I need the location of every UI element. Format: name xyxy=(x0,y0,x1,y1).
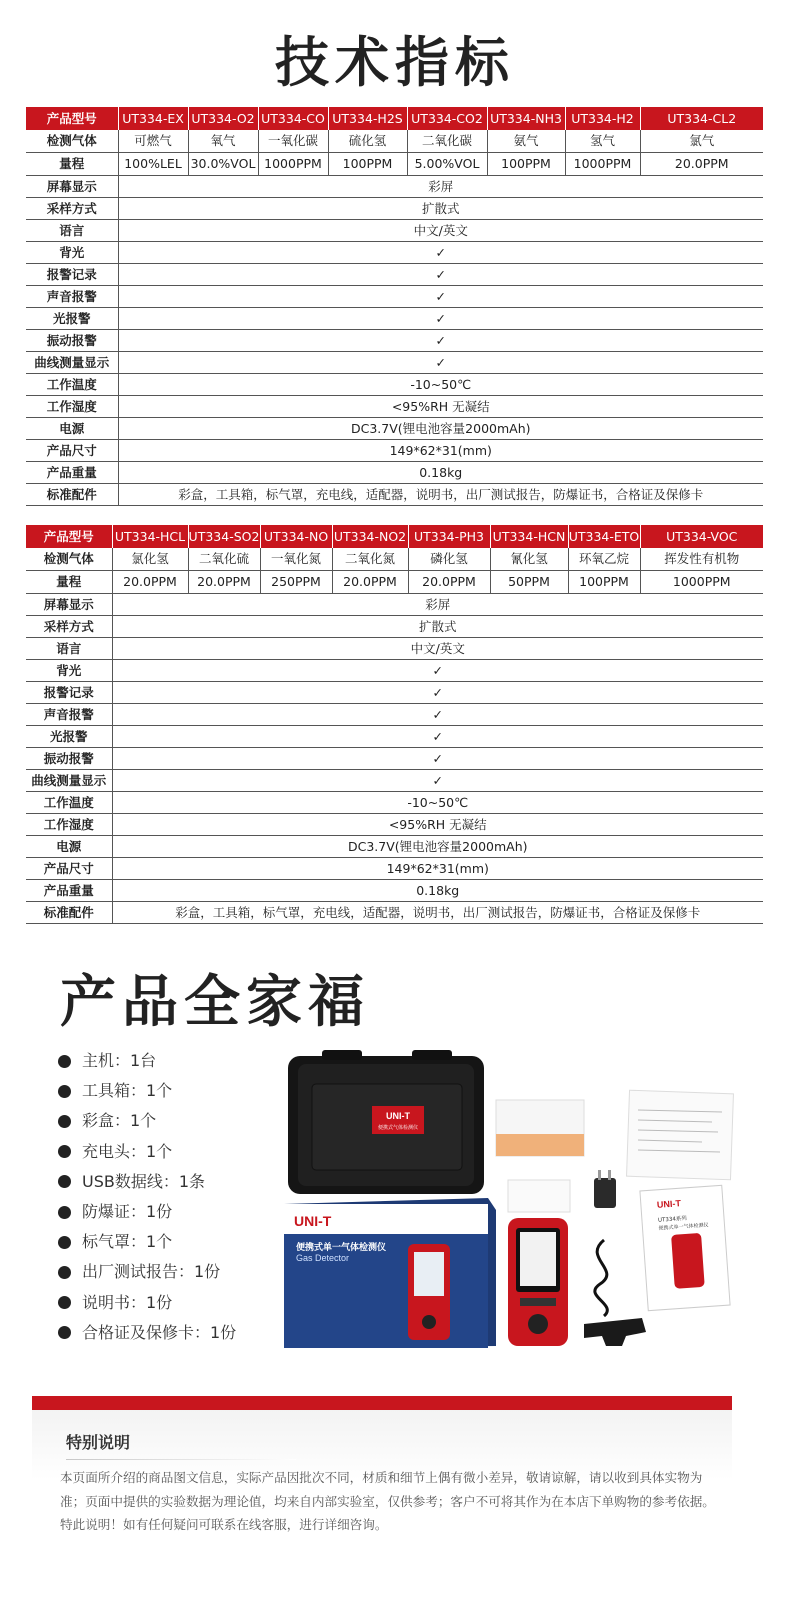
range-row xyxy=(26,153,763,176)
range-label: 量程 xyxy=(26,571,112,594)
accessory-label: 标气罩：1个 xyxy=(82,1232,173,1252)
sampling-label: 采样方式 xyxy=(26,198,118,220)
charger-head xyxy=(594,1178,616,1208)
model-cell: UT334-SO2 xyxy=(188,525,260,548)
model-row xyxy=(26,107,763,130)
manual-subtitle: 便携式单一气体检测仪 xyxy=(658,1222,709,1232)
language-label: 语言 xyxy=(26,220,118,242)
bullet-icon xyxy=(58,1206,71,1219)
sound-alarm-label: 声音报警 xyxy=(26,704,112,726)
curve-display-label: 曲线测量显示 xyxy=(26,352,118,374)
accessory-label: 说明书：1份 xyxy=(82,1292,173,1312)
accessories-row xyxy=(26,484,763,506)
bullet-icon xyxy=(58,1055,71,1068)
language-row xyxy=(26,220,763,242)
gas-cell: 氢气 xyxy=(565,130,640,153)
work-humidity-label: 工作湿度 xyxy=(26,814,112,836)
notice-title: 特别说明 xyxy=(66,1433,131,1452)
alarm-record-value: ✓ xyxy=(118,264,763,286)
list-item xyxy=(58,1167,236,1197)
range-cell: 1000PPM xyxy=(565,153,640,176)
power-row xyxy=(26,836,763,858)
accessory-label: USB数据线：1条 xyxy=(82,1171,206,1191)
vibration-alarm-label: 振动报警 xyxy=(26,330,118,352)
list-item xyxy=(58,1197,236,1227)
gas-label: 检测气体 xyxy=(26,548,112,571)
alarm-record-label: 报警记录 xyxy=(26,264,118,286)
screen-row xyxy=(26,594,763,616)
backlight-row xyxy=(26,242,763,264)
accessory-label: 充电头：1个 xyxy=(82,1141,173,1161)
gas-cell: 二氧化碳 xyxy=(407,130,487,153)
language-value: 中文/英文 xyxy=(112,638,763,660)
gas-cell: 二氧化硫 xyxy=(188,548,260,571)
bullet-icon xyxy=(58,1175,71,1188)
alarm-record-row xyxy=(26,682,763,704)
vibration-alarm-value: ✓ xyxy=(112,748,763,770)
manual-brand: UNI-T xyxy=(656,1198,682,1210)
size-label: 产品尺寸 xyxy=(26,440,118,462)
light-alarm-label: 光报警 xyxy=(26,308,118,330)
vibration-alarm-row xyxy=(26,748,763,770)
work-temp-value: -10~50℃ xyxy=(112,792,763,814)
size-row xyxy=(26,440,763,462)
list-item xyxy=(58,1137,236,1167)
accessory-label: 防爆证：1份 xyxy=(82,1202,173,1222)
gas-row xyxy=(26,548,763,571)
accessories-label: 标准配件 xyxy=(26,902,112,924)
gas-cell: 硫化氢 xyxy=(328,130,407,153)
model-cell: UT334-H2 xyxy=(565,107,640,130)
family-title: 产品全家福 xyxy=(60,970,370,1035)
case-brand: UNI-T xyxy=(386,1111,410,1121)
range-cell: 100PPM xyxy=(487,153,565,176)
screen-label: 屏幕显示 xyxy=(26,176,118,198)
range-cell: 20.0PPM xyxy=(188,571,260,594)
work-temp-row xyxy=(26,792,763,814)
work-humidity-value: <95%RH 无凝结 xyxy=(112,814,763,836)
range-cell: 1000PPM xyxy=(258,153,328,176)
weight-value: 0.18kg xyxy=(112,880,763,902)
size-row xyxy=(26,858,763,880)
main-unit xyxy=(508,1218,568,1346)
model-cell: UT334-NO2 xyxy=(332,525,408,548)
model-cell: UT334-NH3 xyxy=(487,107,565,130)
work-temp-label: 工作温度 xyxy=(26,374,118,396)
bullet-icon xyxy=(58,1115,71,1128)
list-item xyxy=(58,1106,236,1136)
curve-display-value: ✓ xyxy=(112,770,763,792)
power-value: DC3.7V(锂电池容量2000mAh) xyxy=(118,418,763,440)
power-label: 电源 xyxy=(26,418,118,440)
model-cell: UT334-VOC xyxy=(640,525,763,548)
gas-row xyxy=(26,130,763,153)
page-title: 技术指标 xyxy=(275,31,515,94)
range-label: 量程 xyxy=(26,153,118,176)
size-value: 149*62*31(mm) xyxy=(118,440,763,462)
list-item xyxy=(58,1288,236,1318)
notice-divider xyxy=(66,1459,296,1460)
sampling-value: 扩散式 xyxy=(112,616,763,638)
list-item xyxy=(58,1227,236,1257)
language-value: 中文/英文 xyxy=(118,220,763,242)
sound-alarm-value: ✓ xyxy=(112,704,763,726)
spec-table-2 xyxy=(26,525,763,924)
light-alarm-row xyxy=(26,308,763,330)
product-box xyxy=(284,1198,496,1348)
light-alarm-row xyxy=(26,726,763,748)
gas-cap xyxy=(584,1318,646,1346)
sound-alarm-label: 声音报警 xyxy=(26,286,118,308)
gas-cell: 环氧乙烷 xyxy=(568,548,640,571)
range-cell: 20.0PPM xyxy=(332,571,408,594)
curve-display-row xyxy=(26,352,763,374)
range-cell: 30.0%VOL xyxy=(188,153,258,176)
work-humidity-value: <95%RH 无凝结 xyxy=(118,396,763,418)
weight-row xyxy=(26,880,763,902)
manual-series: UT334系列 xyxy=(657,1215,688,1224)
gas-cell: 挥发性有机物 xyxy=(640,548,763,571)
model-cell: UT334-H2S xyxy=(328,107,407,130)
model-cell: UT334-EX xyxy=(118,107,188,130)
power-row xyxy=(26,418,763,440)
model-label: 产品型号 xyxy=(26,525,112,548)
model-label: 产品型号 xyxy=(26,107,118,130)
light-alarm-value: ✓ xyxy=(112,726,763,748)
language-row xyxy=(26,638,763,660)
gas-cell: 氧气 xyxy=(188,130,258,153)
gas-cell: 氰化氢 xyxy=(490,548,568,571)
gas-label: 检测气体 xyxy=(26,130,118,153)
ex-certificate xyxy=(508,1180,570,1212)
model-cell: UT334-O2 xyxy=(188,107,258,130)
screen-label: 屏幕显示 xyxy=(26,594,112,616)
accessory-label: 主机：1台 xyxy=(82,1051,157,1071)
vibration-alarm-value: ✓ xyxy=(118,330,763,352)
gas-cell: 磷化氢 xyxy=(408,548,490,571)
work-temp-label: 工作温度 xyxy=(26,792,112,814)
accessory-label: 出厂测试报告：1份 xyxy=(82,1262,221,1282)
work-humidity-label: 工作湿度 xyxy=(26,396,118,418)
work-temp-row xyxy=(26,374,763,396)
sampling-row xyxy=(26,616,763,638)
model-row xyxy=(26,525,763,548)
backlight-value: ✓ xyxy=(118,242,763,264)
bullet-icon xyxy=(58,1085,71,1098)
sound-alarm-value: ✓ xyxy=(118,286,763,308)
work-humidity-row xyxy=(26,814,763,836)
work-temp-value: -10~50℃ xyxy=(118,374,763,396)
gas-cell: 氨气 xyxy=(487,130,565,153)
sampling-value: 扩散式 xyxy=(118,198,763,220)
vibration-alarm-label: 振动报警 xyxy=(26,748,112,770)
spec-table-1 xyxy=(26,107,763,506)
list-item xyxy=(58,1076,236,1106)
manual-booklet xyxy=(640,1185,730,1310)
range-cell: 250PPM xyxy=(260,571,332,594)
list-item xyxy=(58,1318,236,1348)
accessories-value: 彩盒，工具箱，标气罩，充电线，适配器，说明书，出厂测试报告，防爆证书，合格证及保修卡 xyxy=(118,484,763,506)
screen-row xyxy=(26,176,763,198)
model-cell: UT334-CL2 xyxy=(640,107,763,130)
product-family-photo xyxy=(282,1048,742,1358)
accessory-label: 合格证及保修卡：1份 xyxy=(82,1322,237,1342)
curve-display-row xyxy=(26,770,763,792)
model-cell: UT334-CO2 xyxy=(407,107,487,130)
screen-value: 彩屏 xyxy=(112,594,763,616)
accessories-label: 标准配件 xyxy=(26,484,118,506)
screen-value: 彩屏 xyxy=(118,176,763,198)
bullet-icon xyxy=(58,1236,71,1249)
range-cell: 100PPM xyxy=(568,571,640,594)
box-brand: UNI-T xyxy=(294,1213,332,1229)
list-item xyxy=(58,1046,236,1076)
box-title-en: Gas Detector xyxy=(296,1253,350,1263)
backlight-row xyxy=(26,660,763,682)
power-value: DC3.7V(锂电池容量2000mAh) xyxy=(112,836,763,858)
model-cell: UT334-CO xyxy=(258,107,328,130)
backlight-value: ✓ xyxy=(112,660,763,682)
weight-value: 0.18kg xyxy=(118,462,763,484)
accessories-row xyxy=(26,902,763,924)
range-cell: 20.0PPM xyxy=(112,571,188,594)
range-cell: 20.0PPM xyxy=(640,153,763,176)
size-value: 149*62*31(mm) xyxy=(112,858,763,880)
range-cell: 50PPM xyxy=(490,571,568,594)
accessory-list xyxy=(58,1046,236,1348)
size-label: 产品尺寸 xyxy=(26,858,112,880)
sound-alarm-row xyxy=(26,286,763,308)
gas-cell: 可燃气 xyxy=(118,130,188,153)
range-row xyxy=(26,571,763,594)
sampling-label: 采样方式 xyxy=(26,616,112,638)
test-report xyxy=(627,1090,734,1180)
model-cell: UT334-HCL xyxy=(112,525,188,548)
notice-red-bar xyxy=(32,1396,732,1410)
bullet-icon xyxy=(58,1296,71,1309)
alarm-record-label: 报警记录 xyxy=(26,682,112,704)
model-cell: UT334-ETO xyxy=(568,525,640,548)
case-label-text: 便携式气体检测仪 xyxy=(377,1125,419,1131)
model-cell: UT334-PH3 xyxy=(408,525,490,548)
alarm-record-row xyxy=(26,264,763,286)
range-cell: 1000PPM xyxy=(640,571,763,594)
sound-alarm-row xyxy=(26,704,763,726)
list-item xyxy=(58,1257,236,1287)
curve-display-label: 曲线测量显示 xyxy=(26,770,112,792)
curve-display-value: ✓ xyxy=(118,352,763,374)
model-cell: UT334-HCN xyxy=(490,525,568,548)
bullet-icon xyxy=(58,1266,71,1279)
gas-cell: 一氧化碳 xyxy=(258,130,328,153)
weight-label: 产品重量 xyxy=(26,462,118,484)
tool-case xyxy=(288,1050,484,1194)
weight-row xyxy=(26,462,763,484)
range-cell: 20.0PPM xyxy=(408,571,490,594)
work-humidity-row xyxy=(26,396,763,418)
range-cell: 5.00%VOL xyxy=(407,153,487,176)
backlight-label: 背光 xyxy=(26,660,112,682)
bullet-icon xyxy=(58,1145,71,1158)
alarm-record-value: ✓ xyxy=(112,682,763,704)
language-label: 语言 xyxy=(26,638,112,660)
gas-cell: 氯化氢 xyxy=(112,548,188,571)
model-cell: UT334-NO xyxy=(260,525,332,548)
gas-cell: 氯气 xyxy=(640,130,763,153)
power-label: 电源 xyxy=(26,836,112,858)
notice-text: 本页面所介绍的商品图文信息，实际产品因批次不同，材质和细节上偶有微小差异，敬请谅解，请以收到具体实物为准；页面中提供的实验数据为理论值，均来自内部实验室，仅供参考；客户不可将其作为在本店下单购物的参考依据。特此说明！如有任何疑问可联系在线客服，进行详细咨询。 xyxy=(60,1470,715,1532)
light-alarm-value: ✓ xyxy=(118,308,763,330)
weight-label: 产品重量 xyxy=(26,880,112,902)
usb-cable xyxy=(595,1240,607,1316)
light-alarm-label: 光报警 xyxy=(26,726,112,748)
range-cell: 100%LEL xyxy=(118,153,188,176)
accessories-value: 彩盒，工具箱，标气罩，充电线，适配器，说明书，出厂测试报告，防爆证书，合格证及保修卡 xyxy=(112,902,763,924)
range-cell: 100PPM xyxy=(328,153,407,176)
accessory-label: 彩盒：1个 xyxy=(82,1111,157,1131)
accessory-label: 工具箱：1个 xyxy=(82,1081,173,1101)
gas-cell: 一氧化氮 xyxy=(260,548,332,571)
vibration-alarm-row xyxy=(26,330,763,352)
box-title-cn: 便携式单一气体检测仪 xyxy=(296,1243,387,1253)
sampling-row xyxy=(26,198,763,220)
backlight-label: 背光 xyxy=(26,242,118,264)
gas-cell: 二氧化氮 xyxy=(332,548,408,571)
bullet-icon xyxy=(58,1326,71,1339)
